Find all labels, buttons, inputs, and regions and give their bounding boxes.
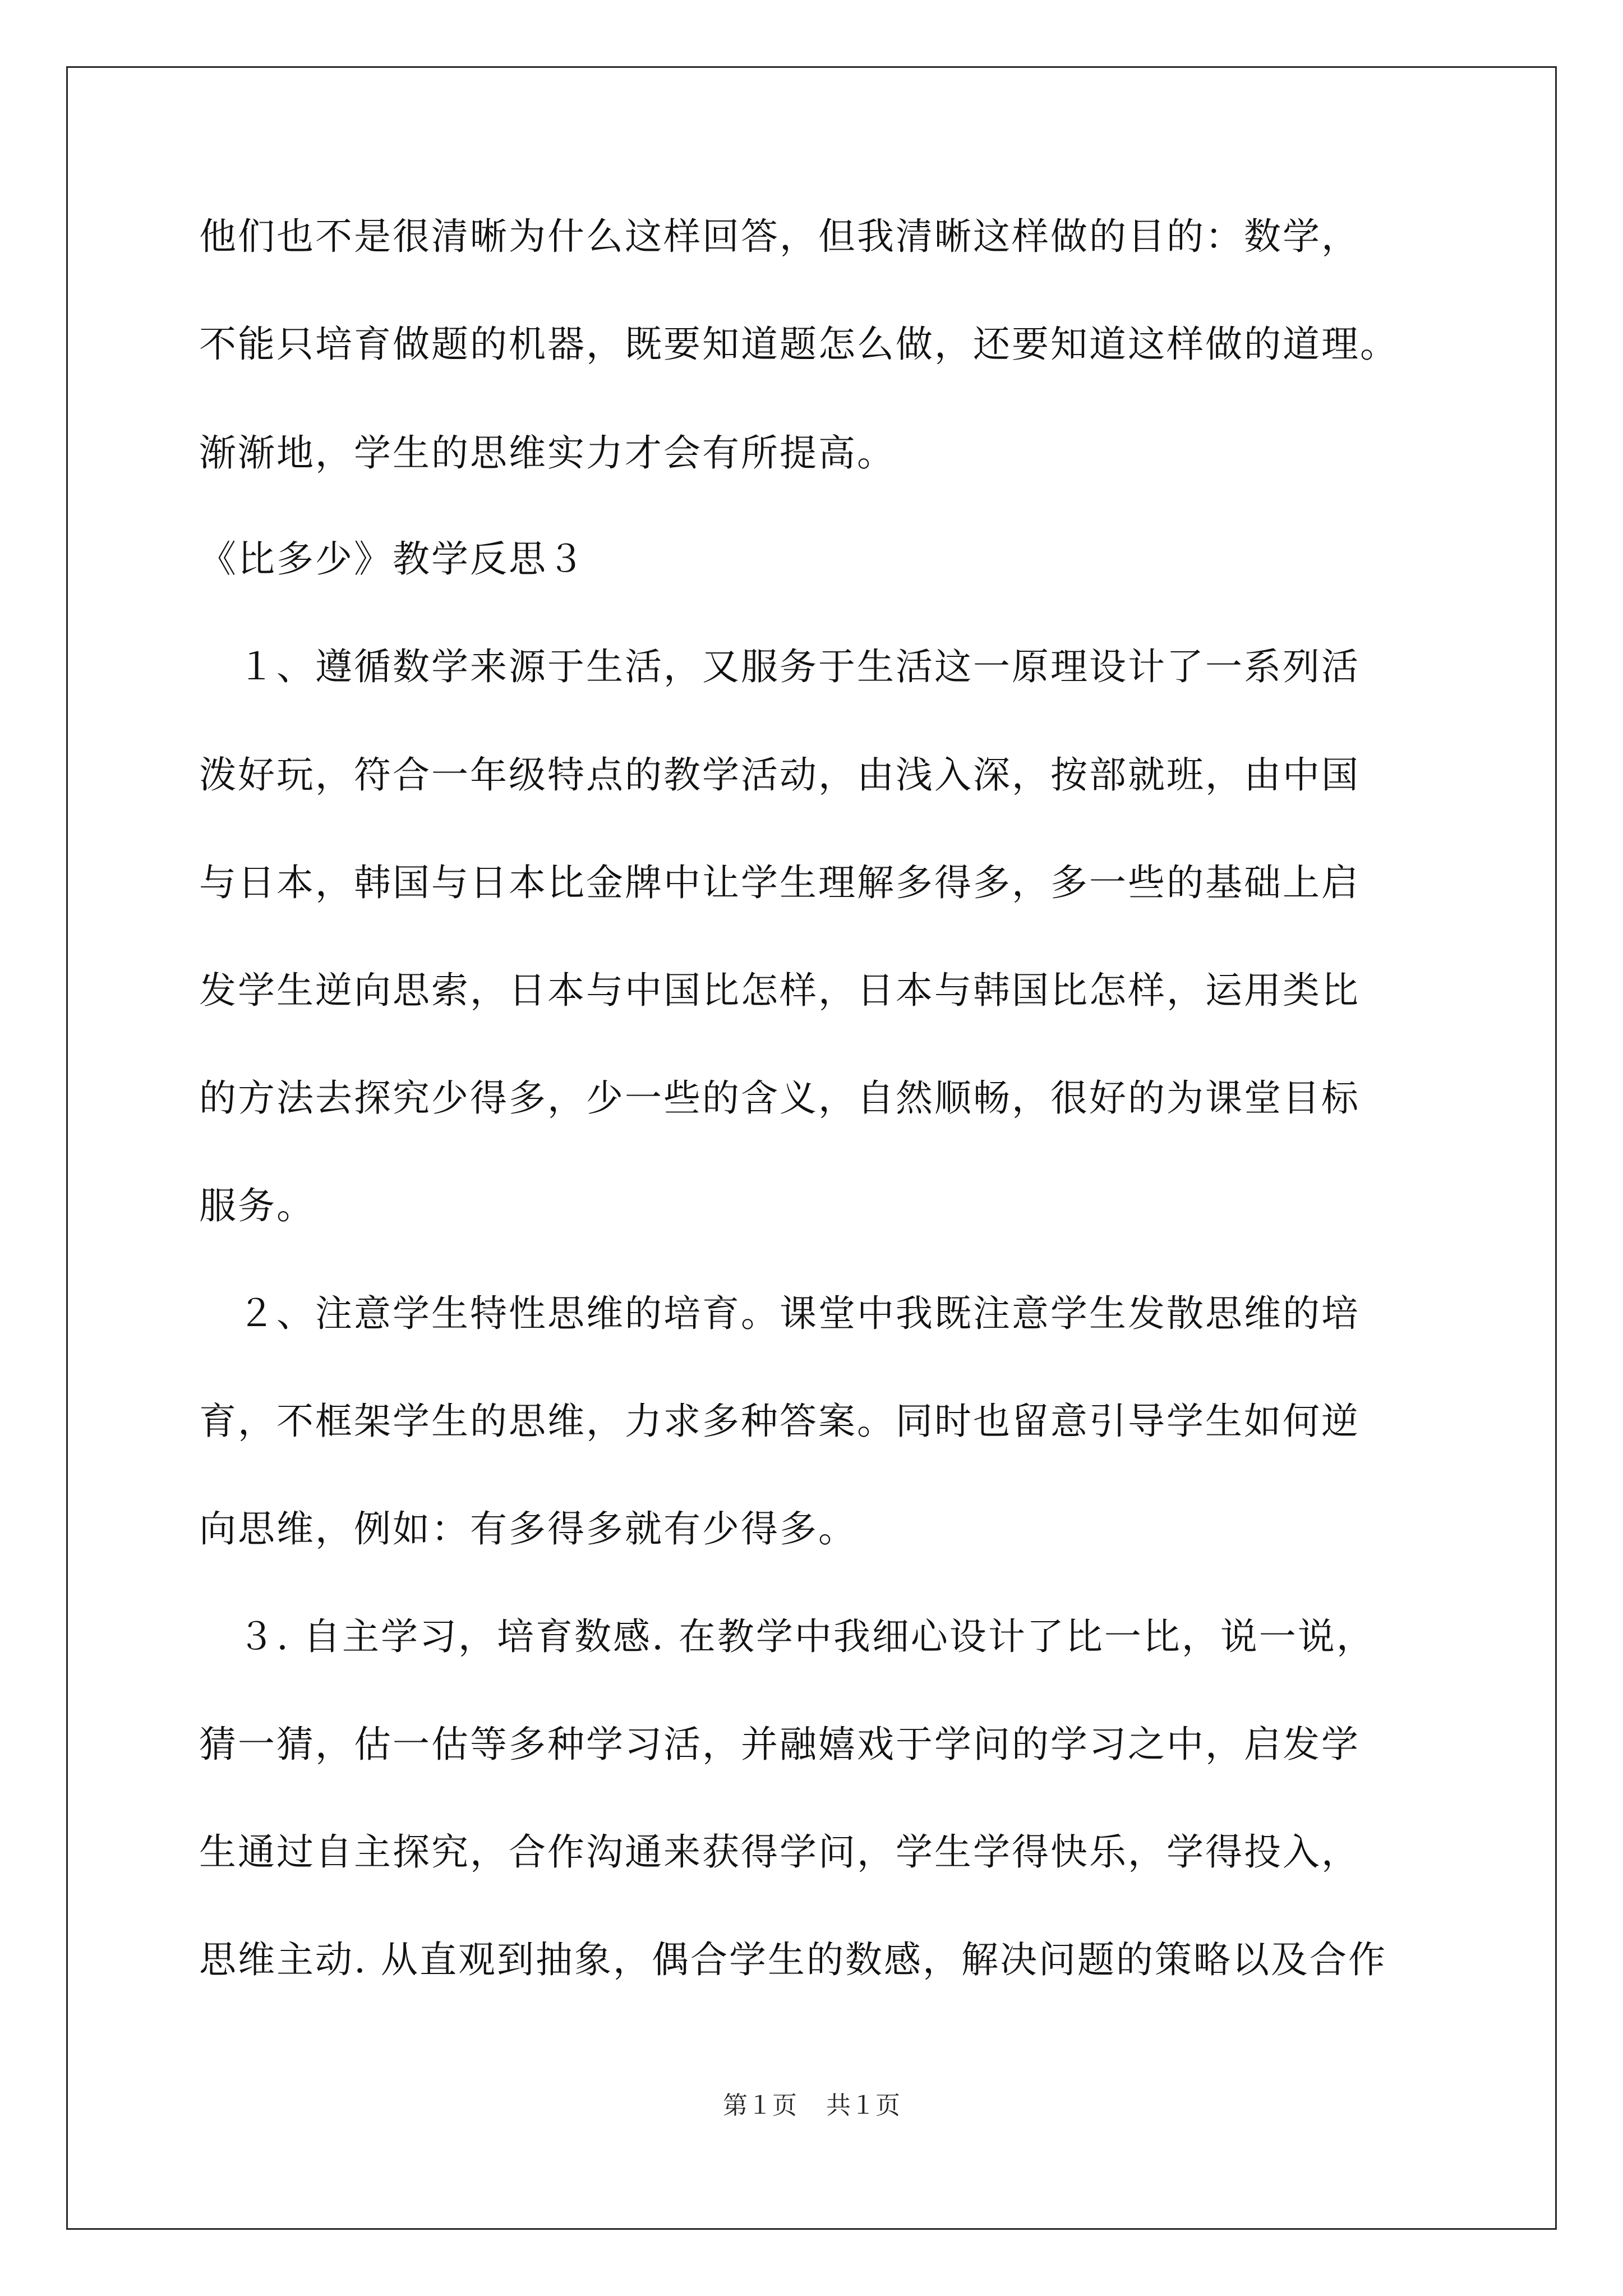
text-line-6: 泼好玩，符合一年级特点的教学活动，由浅入深，按部就班，由中国 <box>199 753 1360 797</box>
section-heading: 《比多少》教学反思３ <box>199 537 586 581</box>
text-line-3: 渐渐地，学生的思维实力才会有所提高。 <box>199 431 896 475</box>
page-footer <box>0 2085 1623 2121</box>
text-line-5: １、遵循数学来源于生活，又服务于生活这一原理设计了一系列活 <box>199 645 1360 688</box>
text-line-15: 猜一猜，估一估等多种学习活，并融嬉戏于学问的学习之中，启发学 <box>199 1723 1360 1766</box>
text-line-7: 与日本，韩国与日本比金牌中让学生理解多得多，多一些的基础上启 <box>199 861 1360 904</box>
text-line-1: 他们也不是很清晰为什么这样回答，但我清晰这样做的目的：数学， <box>199 215 1360 258</box>
text-line-12: 育，不框架学生的思维，力求多种答案。同时也留意引导学生如何逆 <box>199 1400 1360 1443</box>
text-line-9: 的方法去探究少得多，少一些的含义，自然顺畅，很好的为课堂目标 <box>199 1076 1360 1120</box>
text-line-11: ２、注意学生特性思维的培育。课堂中我既注意学生发散思维的培 <box>199 1292 1360 1335</box>
page-number: 第１页 <box>723 2092 797 2119</box>
text-line-8: 发学生逆向思索，日本与中国比怎样，日本与韩国比怎样，运用类比 <box>199 969 1360 1012</box>
text-line-13: 向思维，例如：有多得多就有少得多。 <box>199 1507 857 1550</box>
text-line-2: 不能只培育做题的机器，既要知道题怎么做，还要知道这样做的道理。 <box>199 323 1399 366</box>
text-line-17: 思维主动. 从直观到抽象，偶合学生的数感，解决问题的策略以及合作 <box>199 1938 1387 1981</box>
text-line-10: 服务。 <box>199 1184 315 1227</box>
text-line-14: ３. 自主学习，培育数感. 在教学中我细心设计了比一比，说一说， <box>199 1615 1375 1658</box>
page-total: 共１页 <box>826 2092 900 2119</box>
text-line-16: 生通过自主探究，合作沟通来获得学问，学生学得快乐，学得投入， <box>199 1830 1360 1874</box>
page-border <box>66 66 1557 2230</box>
